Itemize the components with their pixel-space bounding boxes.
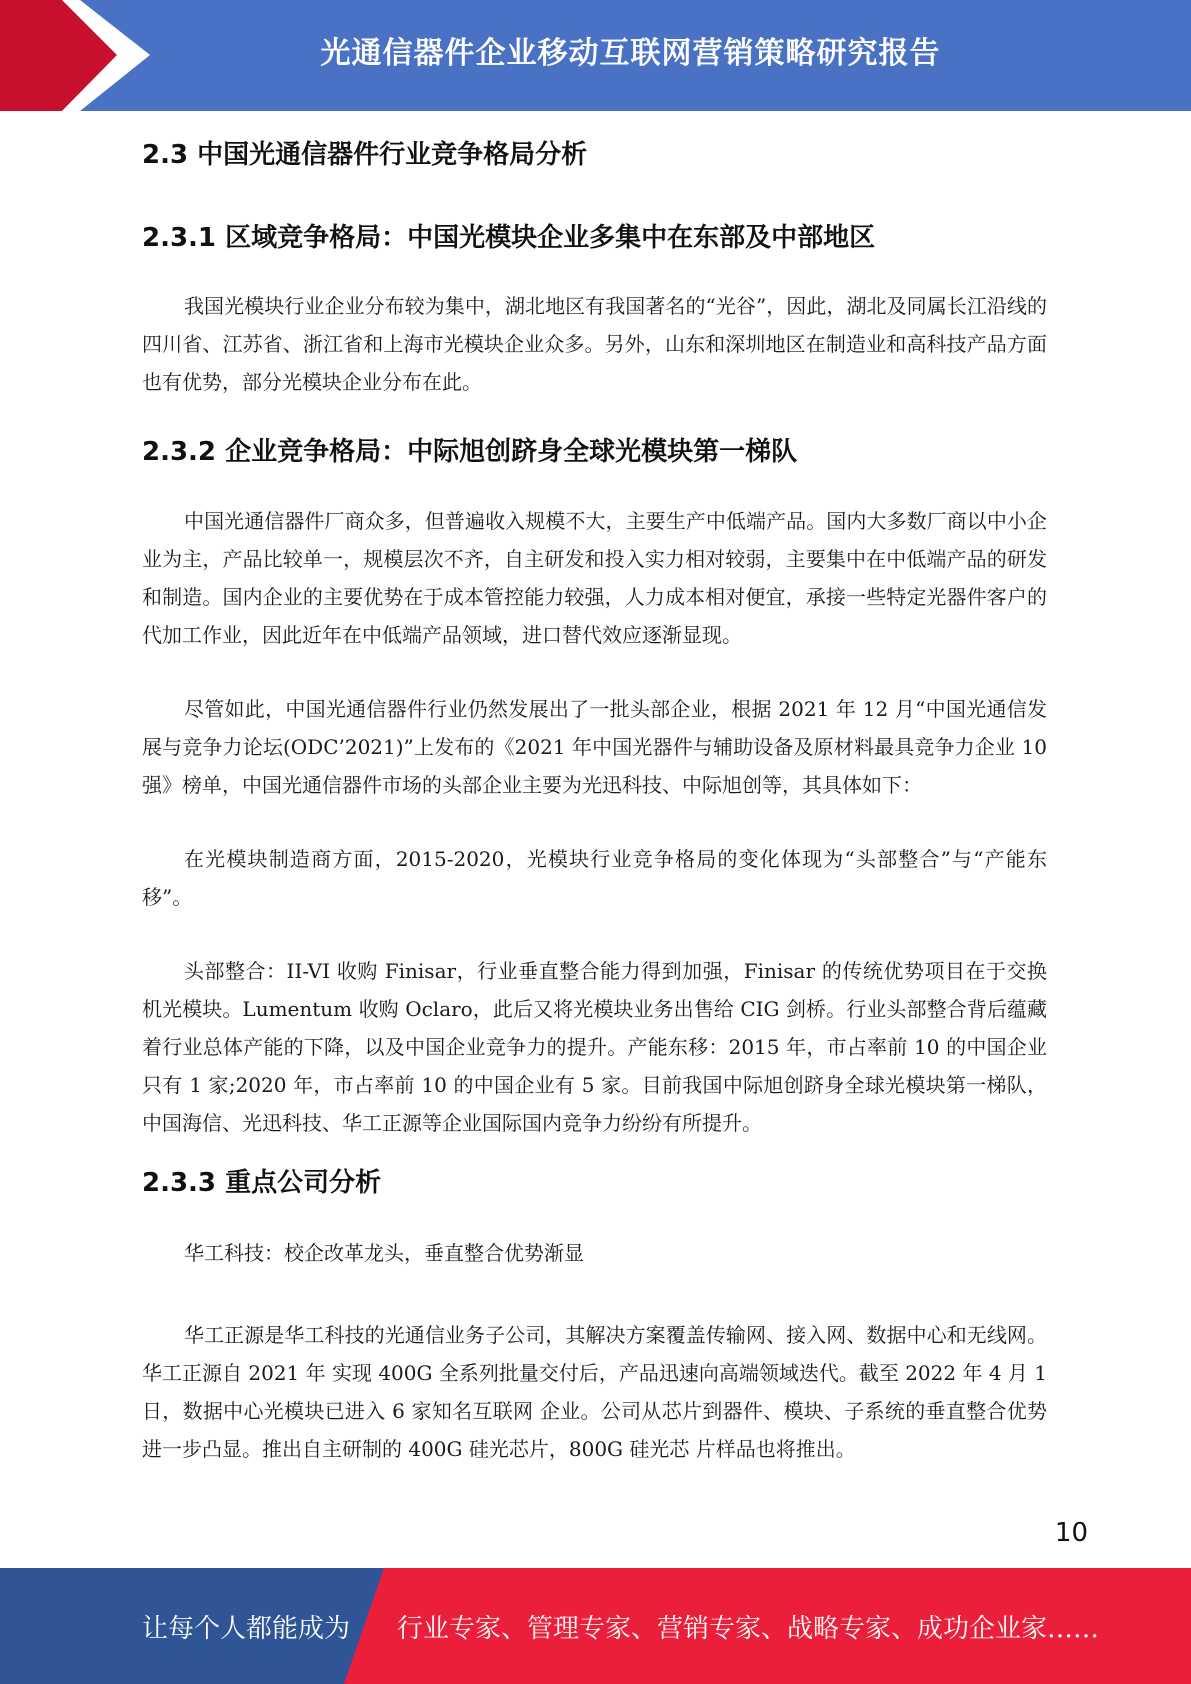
section-heading-2-3: 2.3 中国光通信器件行业竞争格局分析 <box>142 140 588 170</box>
paragraph-hgtech-detail: 华工正源是华工科技的光通信业务子公司，其解决方案覆盖传输网、接入网、数据中心和无线网。华工正源自 2021 年 实现 400G 全系列批量交付后，产品迅速向高端领域迭代。截至 2022 年 4 月 1 日，数据中心光模块已进入 6 家知名互联网 企业。公司从芯片到器件、模块、子系统的垂直整合优势进一步凸显。推出自主研制的 400G 硅光芯片，800G 硅光芯 片样品也将推出。 <box>142 1323 1047 1461</box>
footer-band <box>0 1568 1191 1684</box>
paragraph-head-companies: 尽管如此，中国光通信器件行业仍然发展出了一批头部企业，根据 2021 年 12 月“中国光通信发展与竞争力论坛(ODC’2021)”上发布的《2021 年中国光器件与辅助设备及原材料最具竞争力企业 10 强》榜单，中国光通信器件市场的头部企业主要为光迅科技、中际旭创等，其具体如下： <box>142 697 1047 797</box>
section-heading-2-3-1: 2.3.1 区域竞争格局：中国光模块企业多集中在东部及中部地区 <box>142 223 876 253</box>
header-band <box>0 0 1191 111</box>
paragraph-enterprises: 中国光通信器件厂商众多，但普遍收入规模不大，主要生产中低端产品。国内大多数厂商以中小企业为主，产品比较单一，规模层次不齐，自主研发和投入实力相对较弱，主要集中在中低端产品的研发和制造。国内企业的主要优势在于成本管控能力较强，人力成本相对便宜，承接一些特定光器件客户的代加工作业，因此近年在中低端产品领域，进口替代效应逐渐显现。 <box>142 509 1047 647</box>
section-heading-2-3-3: 2.3.3 重点公司分析 <box>142 1168 382 1198</box>
report-title: 光通信器件企业移动互联网营销策略研究报告 <box>320 36 941 71</box>
footer-slogan-left: 让每个人都能成为 <box>142 1614 351 1644</box>
paragraph-module-makers: 在光模块制造商方面，2015-2020，光模块行业竞争格局的变化体现为“头部整合”与“产能东移”。 <box>142 847 1047 909</box>
footer-slogan-right: 行业专家、管理专家、营销专家、战略专家、成功企业家…… <box>397 1614 1100 1644</box>
paragraph-integration: 头部整合：II-VI 收购 Finisar，行业垂直整合能力得到加强，Finisar 的传统优势项目在于交换机光模块。Lumentum 收购 Oclaro，此后又将光模块业务出售给 CIG 剑桥。行业头部整合背后蕴藏着行业总体产能的下降，以及中国企业竞争力的提升。产能东移：2015 年，市占率前 10 的中国企业只有 1 家;2020 年，市占率前 10 的中国企业有 5 家。目前我国中际旭创跻身全球光模块第一梯队，中国海信、光迅科技、华工正源等企业国际国内竞争力纷纷有所提升。 <box>142 959 1047 1135</box>
paragraph-hgtech-subtitle: 华工科技：校企改革龙头，垂直整合优势渐显 <box>184 1241 584 1265</box>
page-number: 10 <box>1054 1518 1088 1548</box>
section-heading-2-3-2: 2.3.2 企业竞争格局：中际旭创跻身全球光模块第一梯队 <box>142 437 798 467</box>
paragraph-regional: 我国光模块行业企业分布较为集中，湖北地区有我国著名的“光谷”，因此，湖北及同属长江沿线的四川省、江苏省、浙江省和上海市光模块企业众多。另外，山东和深圳地区在制造业和高科技产品方面也有优势，部分光模块企业分布在此。 <box>142 294 1047 394</box>
